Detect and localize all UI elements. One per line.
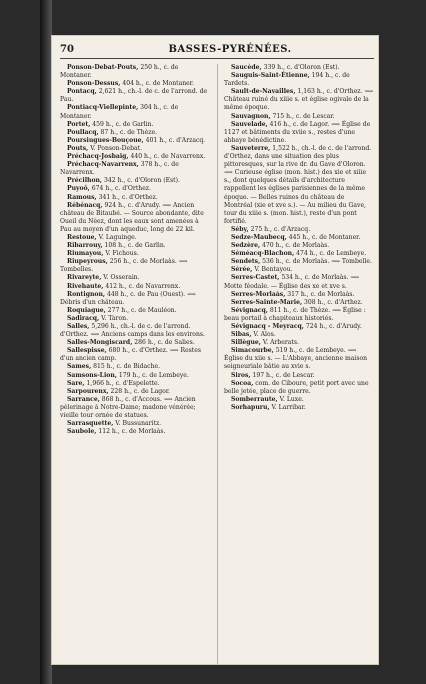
gazetteer-entry [60,380,210,388]
entry-text: 536 h., c. de Morlaàs. ⟿ Tombelle. [262,258,372,266]
entry-text: 470 h., c. de Morlaàs. [262,242,330,250]
gazetteer-entry [224,372,374,380]
entry-headword: Sare, [67,379,85,387]
entry-text: V. Fichous. [105,250,139,258]
entry-text: 378 h., c. de Navarrenx. [60,161,179,177]
entry-headword: Salles-Mongiscard, [67,339,133,347]
gazetteer-entry [224,404,374,412]
gazetteer-entry [60,420,210,428]
entry-text: V. Arberats. [262,339,299,347]
entry-headword: Sauveterre, [231,144,271,152]
entry-headword: Sedzère, [231,242,261,250]
left-column [60,64,210,436]
entry-headword: Sarrance, [67,395,100,403]
entry-text: 924 h., c. d'Arudy. ⟿ Ancien château de Bitaubé. — Source abondante, dite Oueil du Nèez, dont les eaux sont amenées à Pau au moyen d'un aqueduc, long de 22 kil. [60,201,204,233]
entry-headword: Ribarrouy, [67,242,103,250]
entry-headword: Pontacq, [67,88,97,96]
entry-text: 474 h., c. de Lembeye. [296,250,367,258]
running-head [60,44,374,58]
entry-headword: Rébénacq, [67,201,103,209]
entry-headword: Sarpourenx, [67,387,109,395]
gazetteer-entry [60,250,210,258]
entry-text: 286 h., c. de Salies. [134,339,195,347]
entry-text: 519 h., c. de Lembeye. ⟿ Église du xiie s. — L'Abbaye, ancienne maison seigneuriale bâtie au xvie s. [224,347,368,371]
book-spine-shadow [40,0,52,684]
entry-headword: Socoa, [231,379,254,387]
gazetteer-entry [60,363,210,371]
entry-headword: Sauvagnon, [231,112,271,120]
entry-text: 228 h., c. de Lagor. [110,387,170,395]
gazetteer-entry [60,80,210,88]
gazetteer-entry [60,194,210,202]
entry-text: 724 h., c. d'Arudy. [305,323,362,330]
gazetteer-entry [224,274,374,290]
gazetteer-entry [60,283,210,291]
gazetteer-entry [60,64,210,80]
entry-headword: Serres-Sainte-Marie, [231,298,303,306]
entry-text: V. Laguinge. [98,233,137,241]
entry-text: V. Bussunaritz. [115,420,162,428]
entry-text: V. Larribar. [271,403,306,411]
entry-text: 448 h., c. de Pau (Ouest). ⟿ Débris d'un château. [60,290,196,306]
entry-text: 1,966 h., c. d'Espelette. [86,379,160,387]
gazetteer-entry [60,177,210,185]
entry-headword: Serres-Castet, [231,274,280,282]
column-divider [217,64,218,664]
gazetteer-entry [60,396,210,420]
entry-headword: Riupeyrous, [67,258,108,266]
entry-text: 250 h., c. de Montaner. [60,64,179,80]
entry-headword: Saucède, [231,64,262,71]
gazetteer-entry [224,299,374,307]
entry-text: 715 h., c. de Lescar. [272,112,335,120]
entry-headword: Sillègue, [231,339,261,347]
entry-text: 459 h., c. de Garlin. [92,120,154,128]
entry-headword: Serres-Morlaàs, [231,290,286,298]
gazetteer-entry [224,380,374,396]
gazetteer-entry [60,323,210,339]
entry-text: 815 h., c. de Bidache. [93,363,161,371]
entry-text: 112 h., c. de Morlaàs. [98,428,166,436]
entry-text: 179 h., c. de Lembeye. [118,371,189,379]
gazetteer-entry [224,266,374,274]
entry-headword: Rivehaute, [67,282,104,290]
entry-headword: Sauvelade, [231,120,268,128]
entry-headword: Roquiague, [67,306,106,314]
entry-headword: Saubole, [67,428,97,436]
entry-headword: Sallespisse, [67,347,107,355]
gazetteer-entry [224,145,374,226]
entry-headword: Siros, [231,371,251,379]
gazetteer-entry [60,307,210,315]
gazetteer-entry [224,64,374,72]
gazetteer-entry [224,323,374,331]
entry-headword: Sorhapuru, [231,403,270,411]
entry-headword: Rivareyte, [67,274,102,282]
entry-headword: Séméacq-Blachon, [231,250,295,258]
entry-text: 2,621 h., ch.-l. de c. de l'arrond. de Pau. [60,88,208,104]
entry-headword: Poursiugues-Bouçoue, [67,136,144,144]
gazetteer-entry [224,331,374,339]
entry-text: 194 h., c. de Tardets. [224,72,350,88]
gazetteer-entry [60,104,210,120]
entry-headword: Samsons-Lion, [67,371,117,379]
entry-headword: Sérée, [231,266,253,274]
entry-headword: Somberraute, [231,395,278,403]
gazetteer-entry [224,250,374,258]
gazetteer-entry [224,291,374,299]
gazetteer-entry [224,396,374,404]
entry-text: 416 h., c. de Lagor. ⟿ Église de 1127 et bâtiments du xviie s., restes d'une abbaye bénédictine. [224,120,371,144]
gazetteer-entry [60,145,210,153]
entry-headword: Sauguis-Saint-Étienne, [231,72,310,80]
entry-headword: Ponson-Dessus, [67,80,121,88]
entry-text: 674 h., c. d'Orthez. [91,185,151,193]
gazetteer-entry [224,88,374,112]
gazetteer-entry [224,72,374,88]
entry-headword: Restoue, [67,233,97,241]
entry-text: V. Ponson-Debat. [90,144,143,152]
gazetteer-entry [224,339,374,347]
header-rule [60,58,374,59]
gazetteer-entry [60,372,210,380]
gazetteer-entry [60,137,210,145]
entry-headword: Rontignon, [67,290,105,298]
entry-headword: Pouts, [67,144,89,152]
entry-text: 87 h., c. de Thèze. [100,128,158,136]
gazetteer-entry [60,202,210,234]
entry-text: V. Taron. [101,314,129,322]
entry-headword: Sarrasquette, [67,420,114,428]
entry-text: 108 h., c. de Garlin. [104,242,166,250]
gazetteer-entry [60,234,210,242]
entry-text: 811 h., c. de Thèze. ⟿ Église : beau portail à chapiteaux historiés. [224,306,366,322]
gazetteer-entry [224,226,374,234]
entry-text: 868 h., c. d'Accous. ⟿ Ancien pèlerinage à Notre-Dame; madone vénérée; vieille tour ornée de statues. [60,395,196,420]
gazetteer-entry [224,234,374,242]
entry-text: 401 h., c. d'Arzacq. [145,136,206,144]
entry-text: 275 h., c. d'Arzacq. [250,225,311,233]
entry-text: 1,163 h., c. d'Orthez. ⟿ Château ruiné du xiiie s. et église ogivale de la même époque. [224,88,374,112]
entry-headword: Sibas, [231,331,252,339]
gazetteer-entry [60,129,210,137]
entry-text: 342 h., c. d'Oloron (Est). [104,177,180,185]
entry-headword: Préchacq-Navarrenx, [67,161,139,169]
gazetteer-entry [60,388,210,396]
entry-text: 308 h., c. d'Arthez. [304,298,363,306]
entry-text: 404 h., c. de Montaner. [122,80,194,88]
entry-headword: Sendets, [231,258,261,266]
entry-text: com. de Ciboure, petit port avec une belle jetée, place de guerre. [224,379,369,395]
entry-text: 341 h., c. d'Orthez. [98,193,158,201]
gazetteer-entry [60,88,210,104]
entry-text: V. Bentayou. [254,266,293,274]
entry-text: 534 h., c. de Morlaàs. ⟿ Motte féodale. — Église des xe et xve s. [224,274,360,290]
gazetteer-entry [224,121,374,145]
gazetteer-entry [60,291,210,307]
page-number: 70 [60,44,74,55]
entry-text: 445 h., c. de Montaner. [288,233,361,241]
entry-text: 317 h., c. de Morlaàs. [287,290,355,298]
entry-text: V. Alos. [253,331,276,339]
page-title: BASSES-PYRÉNÉES. [168,44,292,55]
entry-headword: Sames, [67,363,92,371]
right-column [224,64,374,412]
entry-headword: Sedze-Maubecq, [231,233,287,241]
gazetteer-entry [60,428,210,436]
entry-headword: Ponson-Debat-Pouts, [67,64,139,71]
gazetteer-entry [224,258,374,266]
entry-headword: Portet, [67,120,91,128]
gazetteer-entry [224,307,374,323]
gazetteer-entry [60,185,210,193]
entry-headword: Simacourbe, [231,347,274,355]
gazetteer-entry [224,113,374,121]
entry-headword: Sévignacq - Meyracq, [231,323,304,330]
entry-text: 197 h., c. de Lescar. [252,371,315,379]
entry-text: 680 h., c. d'Orthez. ⟿ Restes d'un ancien camp. [60,347,201,363]
entry-headword: Préchacq-Josbaig, [67,153,129,161]
entry-headword: Séby, [231,225,249,233]
gazetteer-entry [60,339,210,347]
entry-text: 339 h., c. d'Oloron (Est). [263,64,340,71]
gazetteer-entry [60,153,210,161]
entry-headword: Précilhon, [67,177,103,185]
entry-headword: Pontiacq-Viellepinte, [67,104,139,112]
gazetteer-entry [60,242,210,250]
entry-text: V. Luxe. [279,395,304,403]
entry-headword: Riumayou, [67,250,104,258]
entry-headword: Ramous, [67,193,97,201]
entry-text: 304 h., c. de Montaner. [60,104,179,120]
gazetteer-entry [60,258,210,274]
entry-headword: Sévignacq, [231,306,268,314]
entry-headword: Poullacq, [67,128,99,136]
entry-text: V. Osserain. [103,274,140,282]
entry-text: 5,296 h., ch.-l. de c. de l'arrond. d'Orthez. ⟿ Anciens camps dans les environs. [60,323,205,339]
gazetteer-entry [224,242,374,250]
entry-text: 1,522 h., ch.-l. de c. de l'arrond. d'Orthez, dans une situation des plus pittoresques, sur la rive dr. du Gave d'Oloron. ⟿ Curieuse église (mon. hist.) des xie et xiiie s., dont quelques détails d'architecture rappellent les églises parisiennes de la même époque. — Belles ruines du château de Montréal (xie et xve s.). — Au milieu du Gave, tour du xiiie s. (mon. hist.), reste d'un pont fortifié. [224,144,372,225]
gazetteer-entry [60,161,210,177]
gazetteer-entry [60,274,210,282]
entry-headword: Puyoô, [67,185,90,193]
gazetteer-entry [60,121,210,129]
entry-headword: Salles, [67,323,90,330]
entry-text: 412 h., c. de Navarrenx. [105,282,181,290]
entry-headword: Sadiracq, [67,314,100,322]
entry-text: 277 h., c. de Mauléon. [107,306,177,314]
entry-headword: Sault-de-Navailles, [231,88,296,96]
entry-text: 256 h., c. de Morlaàs. ⟿ Tombelles. [60,258,188,274]
gazetteer-entry [60,347,210,363]
entry-text: 440 h., c. de Navarrenx. [130,153,206,161]
gazetteer-entry [224,347,374,371]
gazetteer-entry [60,315,210,323]
